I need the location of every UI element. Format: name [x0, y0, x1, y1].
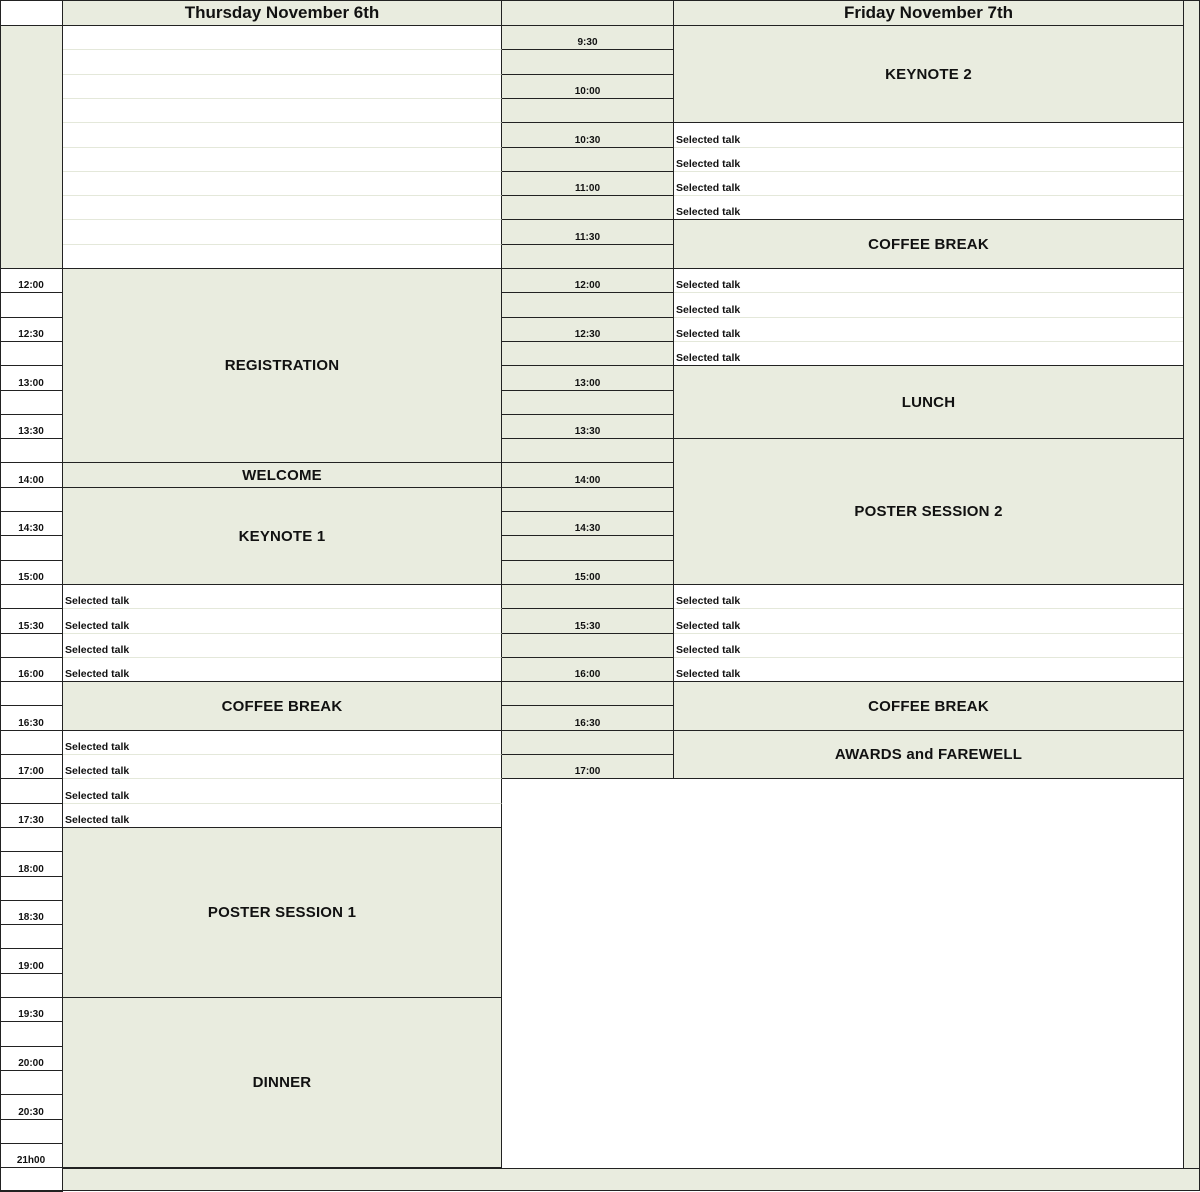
- thursday-empty-slot: [63, 50, 502, 75]
- friday-time-label-label: 9:30: [577, 37, 598, 48]
- friday-coffee-break-morning-block-label: COFFEE BREAK: [868, 235, 989, 253]
- thursday-header: [63, 0, 502, 26]
- thursday-time-label-label: 16:00: [18, 669, 44, 680]
- friday-time-label-label: 11:00: [574, 183, 601, 194]
- thursday-time-label-label: 13:00: [18, 378, 44, 389]
- thursday-time-half: [0, 1168, 63, 1192]
- friday-time-label: [502, 609, 674, 634]
- friday-time-half: [502, 634, 674, 658]
- thursday-selected-talk: [63, 609, 502, 634]
- thursday-time-label: [0, 609, 63, 634]
- friday-time-label: [502, 512, 674, 536]
- poster-session-1-block: [63, 828, 502, 998]
- thursday-time-label: [0, 949, 63, 974]
- thursday-time-label-label: 20:30: [18, 1107, 44, 1118]
- thursday-selected-talk-label: Selected talk: [65, 741, 130, 753]
- friday-time-label: [502, 75, 674, 99]
- friday-header: [674, 0, 1183, 26]
- thursday-time-label: [0, 415, 63, 439]
- thursday-time-half: [0, 1120, 63, 1144]
- friday-selected-talk: [674, 123, 1183, 148]
- thursday-selected-talk-label: Selected talk: [65, 814, 130, 826]
- thursday-time-label-label: 19:00: [18, 961, 44, 972]
- keynote-2-block: [674, 26, 1183, 123]
- thursday-coffee-break-block: [63, 682, 502, 731]
- friday-selected-talk: [674, 342, 1183, 366]
- thursday-time-label-label: 15:00: [18, 572, 44, 583]
- friday-time-label-label: 10:30: [574, 135, 601, 146]
- friday-time-label-label: 17:00: [574, 766, 601, 777]
- registration-block: [63, 269, 502, 463]
- friday-time-half: [502, 488, 674, 512]
- dinner-block-label: DINNER: [252, 1074, 312, 1091]
- friday-time-label: [502, 366, 674, 391]
- friday-time-half: [502, 731, 674, 755]
- thursday-time-half: [0, 634, 63, 658]
- friday-time-label: [502, 415, 674, 439]
- thursday-time-half: [0, 342, 63, 366]
- thursday-selected-talk-label: Selected talk: [65, 668, 130, 680]
- thursday-empty-slot: [63, 26, 502, 50]
- thursday-time-label: [0, 1047, 63, 1071]
- friday-selected-talk-label: Selected talk: [676, 352, 741, 364]
- thursday-time-label-label: 14:30: [18, 523, 44, 534]
- friday-time-half: [502, 245, 674, 269]
- thursday-time-label: [0, 1144, 63, 1168]
- friday-time-label: [502, 172, 674, 196]
- thursday-empty-slot: [63, 245, 502, 269]
- thursday-coffee-break-block-label: COFFEE BREAK: [221, 697, 343, 715]
- thursday-empty-slot: [63, 148, 502, 172]
- friday-selected-talk-label: Selected talk: [676, 328, 741, 340]
- friday-time-half: [502, 50, 674, 75]
- thursday-selected-talk: [63, 779, 502, 804]
- poster-session-2-block-label: POSTER SESSION 2: [854, 503, 1003, 520]
- thursday-time-half: [0, 1071, 63, 1095]
- thursday-empty-slot: [63, 196, 502, 220]
- thursday-time-label: [0, 366, 63, 391]
- friday-time-label: [502, 561, 674, 585]
- thursday-selected-talk: [63, 804, 502, 828]
- friday-time-label-label: 10:00: [574, 86, 601, 97]
- friday-selected-talk: [674, 196, 1183, 220]
- thursday-time-half: [0, 439, 63, 463]
- thursday-time-label-label: 14:00: [18, 475, 44, 486]
- keynote-1-block-label: KEYNOTE 1: [238, 527, 326, 545]
- keynote-2-block-label: KEYNOTE 2: [885, 65, 972, 83]
- friday-coffee-break-afternoon-block: [674, 682, 1183, 731]
- keynote-1-block: [63, 488, 502, 585]
- thursday-time-label-label: 13:30: [18, 426, 44, 437]
- friday-time-label: [502, 269, 674, 293]
- thursday-selected-talk-label: Selected talk: [65, 790, 130, 802]
- friday-time-half: [502, 439, 674, 463]
- thursday-time-label-label: 15:30: [18, 621, 44, 632]
- thursday-time-half: [0, 585, 63, 609]
- thursday-time-half: [0, 391, 63, 415]
- thursday-time-label: [0, 269, 63, 293]
- friday-selected-talk: [674, 609, 1183, 634]
- friday-time-half: [502, 536, 674, 561]
- friday-selected-talk: [674, 148, 1183, 172]
- thursday-time-label-label: 19:30: [18, 1009, 44, 1020]
- friday-time-half: [502, 293, 674, 318]
- thursday-time-label: [0, 998, 63, 1022]
- thursday-morning-empty-time: [0, 26, 63, 269]
- thursday-time-label-label: 18:00: [18, 864, 44, 875]
- thursday-time-label-label: 18:30: [18, 912, 44, 923]
- thursday-time-label: [0, 804, 63, 828]
- friday-selected-talk-label: Selected talk: [676, 595, 741, 607]
- friday-time-half: [502, 391, 674, 415]
- thursday-time-label: [0, 755, 63, 779]
- friday-time-label: [502, 658, 674, 682]
- poster-session-2-block: [674, 439, 1183, 585]
- friday-selected-talk-label: Selected talk: [676, 620, 741, 632]
- friday-time-half: [502, 99, 674, 123]
- thursday-time-label-label: 20:00: [18, 1058, 44, 1069]
- thursday-time-half: [0, 828, 63, 852]
- friday-time-half: [502, 148, 674, 172]
- thursday-empty-slot: [63, 220, 502, 245]
- friday-time-label-label: 15:30: [574, 621, 601, 632]
- thursday-time-label: [0, 512, 63, 536]
- friday-time-label: [502, 706, 674, 731]
- friday-time-label: [502, 318, 674, 342]
- thursday-time-half: [0, 682, 63, 706]
- header-corner: [0, 0, 63, 26]
- thursday-empty-slot: [63, 99, 502, 123]
- friday-selected-talk-label: Selected talk: [676, 158, 741, 170]
- friday-selected-talk-label: Selected talk: [676, 644, 741, 656]
- thursday-time-label: [0, 852, 63, 877]
- thursday-time-half: [0, 1022, 63, 1047]
- friday-time-half: [502, 342, 674, 366]
- thursday-time-label: [0, 463, 63, 488]
- registration-block-label: REGISTRATION: [224, 357, 340, 374]
- thursday-time-label: [0, 658, 63, 682]
- thursday-time-half: [0, 925, 63, 949]
- thursday-time-half: [0, 536, 63, 561]
- friday-time-label-label: 12:00: [574, 280, 601, 291]
- thursday-empty-slot: [63, 123, 502, 148]
- thursday-time-label: [0, 901, 63, 925]
- friday-time-label-label: 15:00: [574, 572, 601, 583]
- thursday-selected-talk-label: Selected talk: [65, 595, 130, 607]
- friday-selected-talk: [674, 293, 1183, 318]
- thursday-time-half: [0, 974, 63, 998]
- friday-time-half: [502, 585, 674, 609]
- lunch-block-label: LUNCH: [901, 393, 956, 411]
- friday-time-label-label: 11:30: [574, 232, 601, 243]
- thursday-time-half: [0, 488, 63, 512]
- thursday-selected-talk: [63, 658, 502, 682]
- thursday-selected-talk: [63, 755, 502, 779]
- friday-time-label: [502, 463, 674, 488]
- thursday-time-label-label: 17:30: [18, 815, 44, 826]
- friday-selected-talk: [674, 172, 1183, 196]
- friday-selected-talk: [674, 269, 1183, 293]
- thursday-time-label: [0, 561, 63, 585]
- friday-time-label: [502, 220, 674, 245]
- poster-session-1-block-label: POSTER SESSION 1: [207, 904, 357, 921]
- thursday-header-label: Thursday November 6th: [184, 2, 380, 22]
- friday-selected-talk-label: Selected talk: [676, 279, 741, 291]
- thursday-time-half: [0, 293, 63, 318]
- friday-time-label-label: 14:30: [574, 523, 601, 534]
- friday-selected-talk-label: Selected talk: [676, 668, 741, 680]
- friday-coffee-break-afternoon-block-label: COFFEE BREAK: [868, 697, 989, 715]
- thursday-time-label: [0, 318, 63, 342]
- thursday-time-label-label: 21h00: [16, 1155, 46, 1166]
- thursday-selected-talk: [63, 634, 502, 658]
- friday-time-label-label: 12:30: [574, 329, 601, 340]
- friday-selected-talk-label: Selected talk: [676, 304, 741, 316]
- friday-time-half: [502, 682, 674, 706]
- lunch-block: [674, 366, 1183, 439]
- friday-selected-talk-label: Selected talk: [676, 134, 741, 146]
- thursday-empty-slot: [63, 75, 502, 99]
- friday-selected-talk: [674, 585, 1183, 609]
- friday-time-half: [502, 196, 674, 220]
- friday-selected-talk-label: Selected talk: [676, 206, 741, 218]
- thursday-time-label: [0, 1095, 63, 1120]
- dinner-block: [63, 998, 502, 1168]
- thursday-time-label-label: 12:00: [18, 280, 44, 291]
- welcome-block: [63, 463, 502, 488]
- friday-selected-talk: [674, 634, 1183, 658]
- thursday-selected-talk-label: Selected talk: [65, 644, 130, 656]
- awards-farewell-block-label: AWARDS and FAREWELL: [834, 746, 1023, 763]
- friday-time-label: [502, 26, 674, 50]
- friday-time-label: [502, 123, 674, 148]
- friday-selected-talk-label: Selected talk: [676, 182, 741, 194]
- friday-time-label: [502, 755, 674, 779]
- friday-selected-talk: [674, 318, 1183, 342]
- header-time-spacer: [502, 0, 674, 26]
- thursday-selected-talk-label: Selected talk: [65, 620, 130, 632]
- friday-time-label-label: 14:00: [574, 475, 601, 486]
- awards-farewell-block: [674, 731, 1183, 779]
- thursday-time-label-label: 16:30: [18, 718, 44, 729]
- thursday-selected-talk: [63, 731, 502, 755]
- thursday-selected-talk: [63, 585, 502, 609]
- friday-header-label: Friday November 7th: [843, 2, 1014, 22]
- bottom-strip: [63, 1168, 1200, 1191]
- thursday-time-half: [0, 779, 63, 804]
- welcome-block-label: WELCOME: [242, 466, 322, 484]
- thursday-time-label-label: 12:30: [18, 329, 44, 340]
- friday-time-label-label: 13:00: [574, 378, 601, 389]
- friday-time-label-label: 16:30: [574, 718, 601, 729]
- thursday-time-half: [0, 877, 63, 901]
- thursday-time-half: [0, 731, 63, 755]
- friday-coffee-break-morning-block: [674, 220, 1183, 269]
- friday-time-label-label: 13:30: [574, 426, 601, 437]
- friday-selected-talk: [674, 658, 1183, 682]
- friday-time-label-label: 16:00: [574, 669, 601, 680]
- thursday-empty-slot: [63, 172, 502, 196]
- thursday-time-label-label: 17:00: [18, 766, 44, 777]
- right-edge-strip: [1183, 0, 1200, 1168]
- thursday-selected-talk-label: Selected talk: [65, 765, 130, 777]
- thursday-time-label: [0, 706, 63, 731]
